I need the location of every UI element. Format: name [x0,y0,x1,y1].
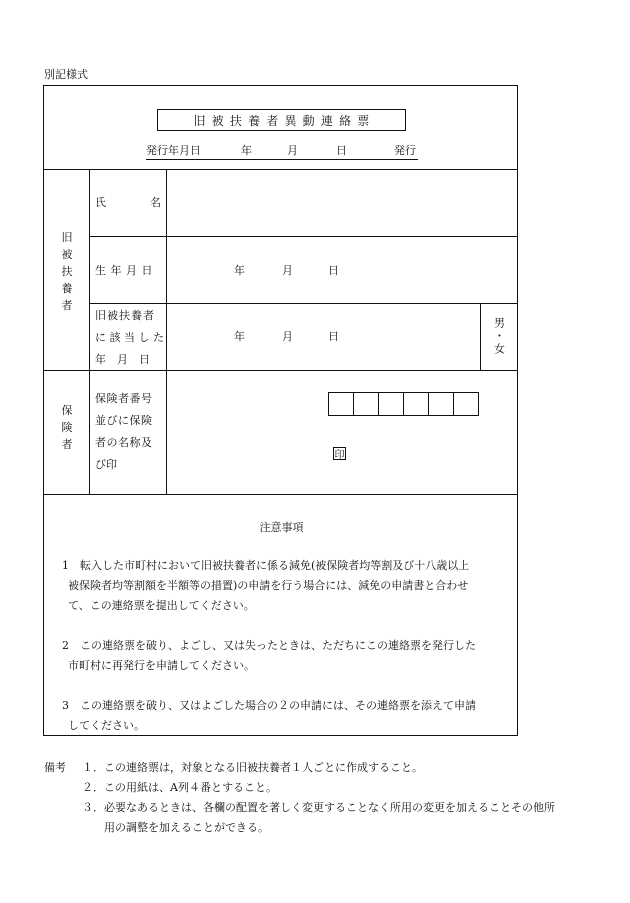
note-3 [62,696,507,736]
issue-year: 年 [241,144,252,157]
remarks-item-2: ２．この用紙は、A列４番とすること。 [82,781,277,794]
remarks-label: 備考 [44,761,66,774]
insurer-label [95,388,153,476]
note-2 [62,636,507,676]
insurer-number-digit [353,392,379,416]
insurer-label-line-2: 並びに保険 [95,414,153,427]
note-3-line-1: 3 この連絡票を破り、又はよごした場合の２の申請には、その連絡票を添えて申請 [62,699,476,712]
issue-month: 月 [287,144,298,157]
insurer-number-digit [428,392,454,416]
issue-day: 日 [336,144,347,157]
insurer-number-digit [403,392,429,416]
notes-title: 注意事項 [259,521,304,534]
birth-day: 日 [328,264,339,277]
issue-date-label: 発行年月日 [146,144,201,157]
issue-suffix: 発行 [394,144,416,157]
remarks-list [82,758,602,838]
dependent-section-label: 旧 被 扶 養 者 [61,231,73,313]
note-1-line-2: 被保険者均等割額を半額等の措置)の申請を行う場合には、減免の申請書と合わせ [68,579,469,592]
event-year: 年 [234,330,245,343]
insurer-number-boxes [328,392,479,416]
gender-cell [480,303,517,370]
insurer-number-digit [328,392,354,416]
insurer-label-line-4: び印 [95,458,117,471]
insurer-section-label: 保 険 者 [61,404,73,452]
note-3-line-2: してください。 [68,719,145,732]
issue-date-row [146,145,418,160]
note-2-line-1: 2 この連絡票を破り、よごし、又は失ったときは、ただちにこの連絡票を発行した [62,639,476,652]
divider-header [44,169,517,170]
insurer-label-line-1: 保険者番号 [95,392,153,405]
page-title: 旧被扶養者異動連絡票 [193,113,376,128]
divider-name [90,236,517,237]
birth-year: 年 [234,264,245,277]
note-1-line-1: 1 転入した市町村において旧被扶養者に係る減免(被保険者均等割及び十八歳以上 [62,559,470,572]
insurer-number-digit [378,392,404,416]
seal-mark: 印 [333,447,346,460]
event-month: 月 [282,330,293,343]
event-label-line-1: 旧被扶養者 [95,309,155,322]
note-1 [62,556,507,616]
divider-insurer [44,494,517,495]
title-box [157,109,406,131]
form-label: 別記様式 [44,68,88,81]
gender-label: 男・女 [492,317,506,356]
name-label-1: 氏 [95,196,106,209]
remarks-item-1: １．この連絡票は，対象となる旧被扶養者１人ごとに作成すること。 [82,761,423,774]
event-label-line-3: 年 月 日 [95,353,150,366]
remarks-item-3-line-2: 用の調整を加えることができる。 [104,821,269,834]
insurer-label-line-3: 者の名称及 [95,436,153,449]
event-label-line-2: に 該 当 し た [95,331,164,344]
name-label-2: 名 [150,196,161,209]
note-2-line-2: 市町村に再発行を申請してください。 [68,659,255,672]
note-1-line-3: て、この連絡票を提出してください。 [68,599,255,612]
divider-birth [90,303,517,304]
event-day: 日 [328,330,339,343]
insurer-number-digit [453,392,479,416]
birth-month: 月 [282,264,293,277]
birth-label: 生 年 月 日 [95,264,153,277]
remarks-item-3-line-1: ３．必要なあるときは、各欄の配置を著しく変更することなく所用の変更を加えることその他所 [82,801,555,814]
divider-label-column [166,169,167,494]
divider-section-column [89,169,90,494]
event-label [95,305,164,371]
